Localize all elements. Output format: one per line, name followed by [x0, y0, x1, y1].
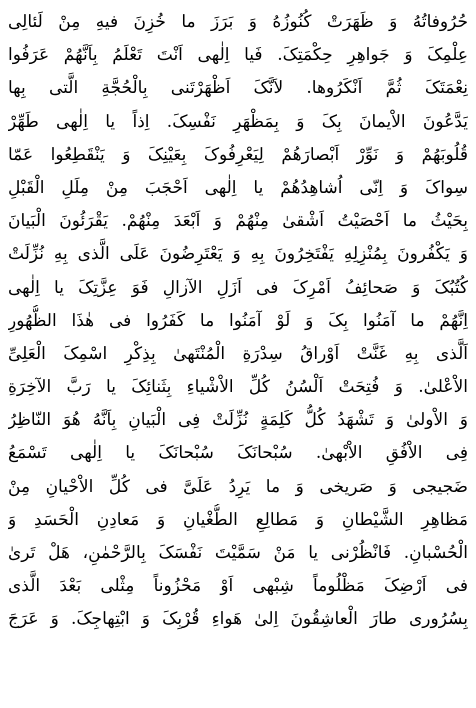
text-line: سِواکَ وَ اِنّی اُشاهِدُهُمْ يا اِلٰهی اَحْجَبَ مِنْ مِلَلِ الْقَبْلِ [8, 177, 468, 198]
text-line: وَ الاْولیٰ وَ تَشْهَدُ کُلُّ کَلِمَةٍ نُزِّلَتْ فِی الْبَيانِ بِاَنَّهُ هُوَ النّاظِرُ [8, 410, 468, 431]
text-line: کُتُبُکَ وَ صَحائِفُ اَمْرِکَ فی اَزَلِ الآزالِ فَوَ عِزَّتِکَ يا اِلٰهی [8, 277, 468, 298]
text-line: عِلْمِکَ وَ جَواهِرِ حِکْمَتِکَ. فَيا اِلٰهی اَنْتَ تَعْلَمُ بِاَنَّهُمْ عَرَفُوا [8, 45, 468, 66]
text-line: فِی الاْفُقِ الاْبْهیٰ. سُبْحانَکَ سُبْحانَکَ يا اِلٰهی تَسْمَعُ [8, 443, 468, 464]
document-page [8, 6, 468, 702]
text-line: وَ يَکْفُرونَ بِمُنْزِلِهِ يَفْتَخِرُونَ بِهِ وَ يَعْتَرِضُونَ عَلَی الَّذی بِهِ نُزِّلَتْ [8, 244, 468, 265]
text-line: قُلُوبَهُمْ وَ نَوِّرْ اَبْصارَهُمْ لِيَعْرِفُوکَ بِعَيْنِکَ وَ يَنْقَطِعُوا عَمّا [8, 144, 468, 165]
text-line: الْحُسْبانِ. فَانْظُرْنی يا مَنْ سَمَّيْتَ نَفْسَکَ بِالرَّحْمٰنِ، هَلْ تَریٰ [8, 543, 468, 563]
text-line: الاْعْلیٰ. وَ فُتِحَتْ اَلْسُنُ کُلِّ الاْشْياءِ بِثَنائِکَ يا رَبَّ الآخِرَةِ [8, 377, 468, 398]
text-line: نِعْمَتَکَ ثُمَّ اَنْکَرُوها. لاَنَّکَ اَظْهَرْتَنی بِالْحُجَّةِ الَّتی بِها [8, 78, 468, 99]
text-line: اِنَّهُمْ ما آمَنُوا بِکَ وَ لَوْ آمَنُوا ما کَفَرُوا فی هٰذَا الظُّهُورِ [8, 310, 468, 331]
text-line: بِحَيْثُ ما اَحْصَيْتُ اَشْقیٰ مِنْهُمْ وَ اَبْعَدَ مِنْهُمْ. يَقْرَئُونَ الْبَيانَ [8, 211, 468, 232]
text-line: يَدَّعُونَ الاْيمانَ بِکَ وَ بِمَظْهَرِ نَفْسِکَ. اِذاً يا اِلٰهی طَهِّرْ [8, 111, 468, 132]
text-line: فی اَرْضِکَ مَظْلُوماً شِبْهی اَوْ مَحْزُوناً مِثْلی بَعْدَ الَّذی [8, 576, 468, 597]
text-line: ضَجيجی وَ صَريخی وَ ما يَرِدُ عَلَیَّ فی کُلِّ الاْحْيانِ مِنْ [8, 476, 468, 497]
text-line: اَلَّذی بِهِ غَنَّتْ اَوْراقُ سِدْرَةِ الْمُنْتَهیٰ بِذِکْرِ اسْمِکَ الْعَلِیِّ [8, 343, 468, 364]
text-line: حُرُوفاتُهُ وَ ظَهَرَتْ كُنُوزُهُ وَ بَرَزَ ما خُزِنَ فيهِ مِنْ لَئالِی [8, 12, 468, 32]
text-line: مَظاهِرِ الشَّيْطانِ وَ مَطالِعِ الطُّغْيانِ وَ مَعادِنِ الْحَسَدِ وَ [8, 509, 468, 530]
prayer-text-block [8, 6, 468, 637]
text-line: بِسُرُوری طارَ الْعاشِقُونَ اِلیٰ هَواءِ قُرْبِکَ وَ ابْتِهاجِکَ. وَ عَرَجَ [8, 609, 468, 630]
